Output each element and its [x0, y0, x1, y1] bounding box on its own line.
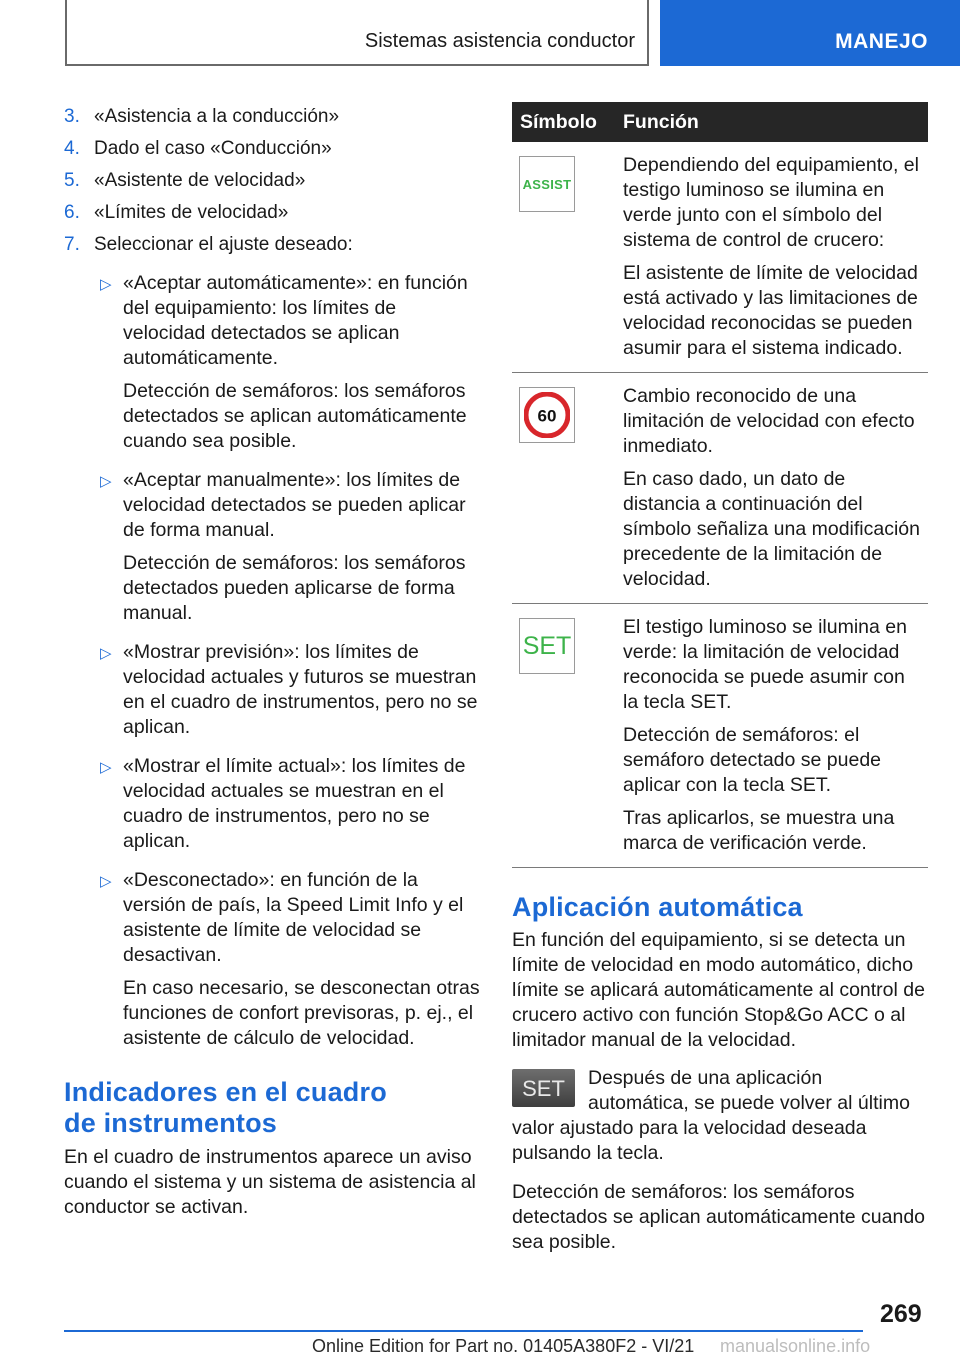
indicators-heading-line2: de instrumentos	[64, 1108, 278, 1138]
symbol-cell	[512, 142, 615, 373]
option-note: En caso necesario, se desconectan otras funciones de confort previsoras, p. ej., el asistente de cálculo de velocidad.	[123, 977, 480, 1049]
triangle-bullet-icon: ▷	[100, 645, 112, 662]
column-header-function: Función	[615, 102, 928, 142]
function-text: El testigo luminoso se ilumina en verde: la limitación de velocidad reconocida se puede asumir con la tecla SET.	[623, 616, 907, 713]
option-text: «Aceptar automáticamente»: en función del equipamiento: los límites de velocidad detectados se aplican automáticamente.	[123, 272, 468, 369]
indicators-heading	[64, 1077, 480, 1139]
set-button-text: Después de una aplicación automática, se puede volver al último valor ajustado para la velocidad deseada pulsando la tecla.	[512, 1067, 910, 1164]
triangle-bullet-icon: ▷	[100, 759, 112, 776]
assist-icon-label: ASSIST	[522, 176, 572, 192]
auto-apply-heading: Aplicación automática	[512, 892, 803, 922]
section-title: Sistemas asistencia conductor	[364, 30, 635, 52]
auto-apply-body-2: Detección de semáforos: los semáforos detectados se aplican automáticamente cuando sea posible.	[512, 1181, 926, 1253]
function-text: Dependiendo del equipamiento, el testigo luminoso se ilumina en verde junto con el símbolo del sistema de control de crucero:	[623, 154, 919, 251]
step-text: «Asistente de velocidad»	[94, 170, 306, 191]
speed-limit-value: 60	[537, 406, 557, 426]
table-header-row	[512, 102, 928, 142]
step-text: «Límites de velocidad»	[94, 202, 289, 223]
step-item	[64, 168, 480, 193]
step-item	[64, 200, 480, 225]
triangle-bullet-icon: ▷	[100, 873, 112, 890]
symbol-table	[512, 102, 928, 868]
triangle-bullet-icon: ▷	[100, 473, 112, 490]
step-number: 6.	[64, 202, 80, 223]
function-cell	[615, 604, 928, 868]
step-text: «Asistencia a la conducción»	[94, 106, 340, 127]
function-text: En caso dado, un dato de distancia a continuación del símbolo señaliza una modificación precedente de la limitación de velocidad.	[623, 468, 920, 590]
step-number: 7.	[64, 234, 80, 255]
option-note: Detección de semáforos: los semáforos detectados pueden aplicarse de forma manual.	[123, 552, 466, 624]
watermark: manualsonline.info	[720, 1336, 871, 1356]
table-row	[512, 142, 928, 373]
step-item	[64, 136, 480, 161]
function-cell	[615, 142, 928, 373]
table-row	[512, 604, 928, 868]
option-text: «Desconectado»: en función de la versión de país, la Speed Limit Info y el asistente de límite de velocidad se desactivan.	[123, 869, 464, 966]
page-number: 269	[880, 1300, 922, 1328]
function-text: Detección de semáforos: el semáforo detectado se puede aplicar con la tecla SET.	[623, 724, 882, 796]
chapter-title: MANEJO	[835, 30, 928, 53]
step-item	[64, 104, 480, 129]
set-icon-label: SET	[522, 631, 572, 660]
symbol-cell	[512, 604, 615, 868]
set-indicator-icon	[519, 618, 575, 674]
option-item	[64, 271, 480, 454]
option-note: Detección de semáforos: los semáforos detectados se aplican automáticamente cuando sea posible.	[123, 380, 467, 452]
step-text: Dado el caso «Conducción»	[94, 138, 332, 159]
step-text: Seleccionar el ajuste deseado:	[94, 234, 353, 255]
right-column	[512, 102, 928, 1255]
option-item	[64, 468, 480, 626]
symbol-cell	[512, 373, 615, 604]
set-button-icon	[512, 1069, 575, 1107]
function-cell	[615, 373, 928, 604]
triangle-bullet-icon: ▷	[100, 276, 112, 293]
left-column	[64, 104, 480, 1220]
section-header	[65, 0, 649, 66]
option-text: «Aceptar manualmente»: los límites de velocidad detectados se pueden aplicar de forma manual.	[123, 469, 466, 541]
column-header-symbol: Símbolo	[512, 102, 615, 142]
function-text: Cambio reconocido de una limitación de velocidad con efecto inmediato.	[623, 385, 915, 457]
set-button-label: SET	[522, 1075, 565, 1101]
option-item	[64, 640, 480, 740]
chapter-tab[interactable]	[660, 0, 960, 66]
auto-apply-body: En función del equipamiento, si se detecta un límite de velocidad en modo automático, dicho límite se aplicará automáticamente al control de crucero activo con función Stop&Go ACC o al limitador manual de la velocidad.	[512, 929, 925, 1051]
footer-divider	[64, 1330, 863, 1332]
step-number: 4.	[64, 138, 80, 159]
option-item	[64, 868, 480, 1051]
assist-indicator-icon	[519, 156, 575, 212]
function-text: Tras aplicarlos, se muestra una marca de verificación verde.	[623, 807, 895, 854]
step-number: 3.	[64, 106, 80, 127]
step-number: 5.	[64, 170, 80, 191]
speed-limit-sign-graphic	[524, 392, 570, 438]
speed-limit-sign-icon	[519, 387, 575, 443]
function-text: El asistente de límite de velocidad está activado y las limitaciones de velocidad reconocidas se pueden asumir para el sistema indicado.	[623, 262, 918, 359]
edition-info: Online Edition for Part no. 01405A380F2 - VI/21	[312, 1336, 695, 1356]
indicators-body: En el cuadro de instrumentos aparece un aviso cuando el sistema y un sistema de asistencia al conductor se activan.	[64, 1146, 476, 1218]
set-button-paragraph	[512, 1066, 928, 1166]
step-item	[64, 232, 480, 257]
table-row	[512, 373, 928, 604]
indicators-heading-line1: Indicadores en el cuadro	[64, 1077, 387, 1107]
option-item	[64, 754, 480, 854]
option-text: «Mostrar previsión»: los límites de velocidad actuales y futuros se muestran en el cuadro de instrumentos, pero no se aplican.	[123, 641, 478, 738]
option-text: «Mostrar el límite actual»: los límites de velocidad actuales se muestran en el cuadro de instrumentos, pero no se aplican.	[123, 755, 466, 852]
